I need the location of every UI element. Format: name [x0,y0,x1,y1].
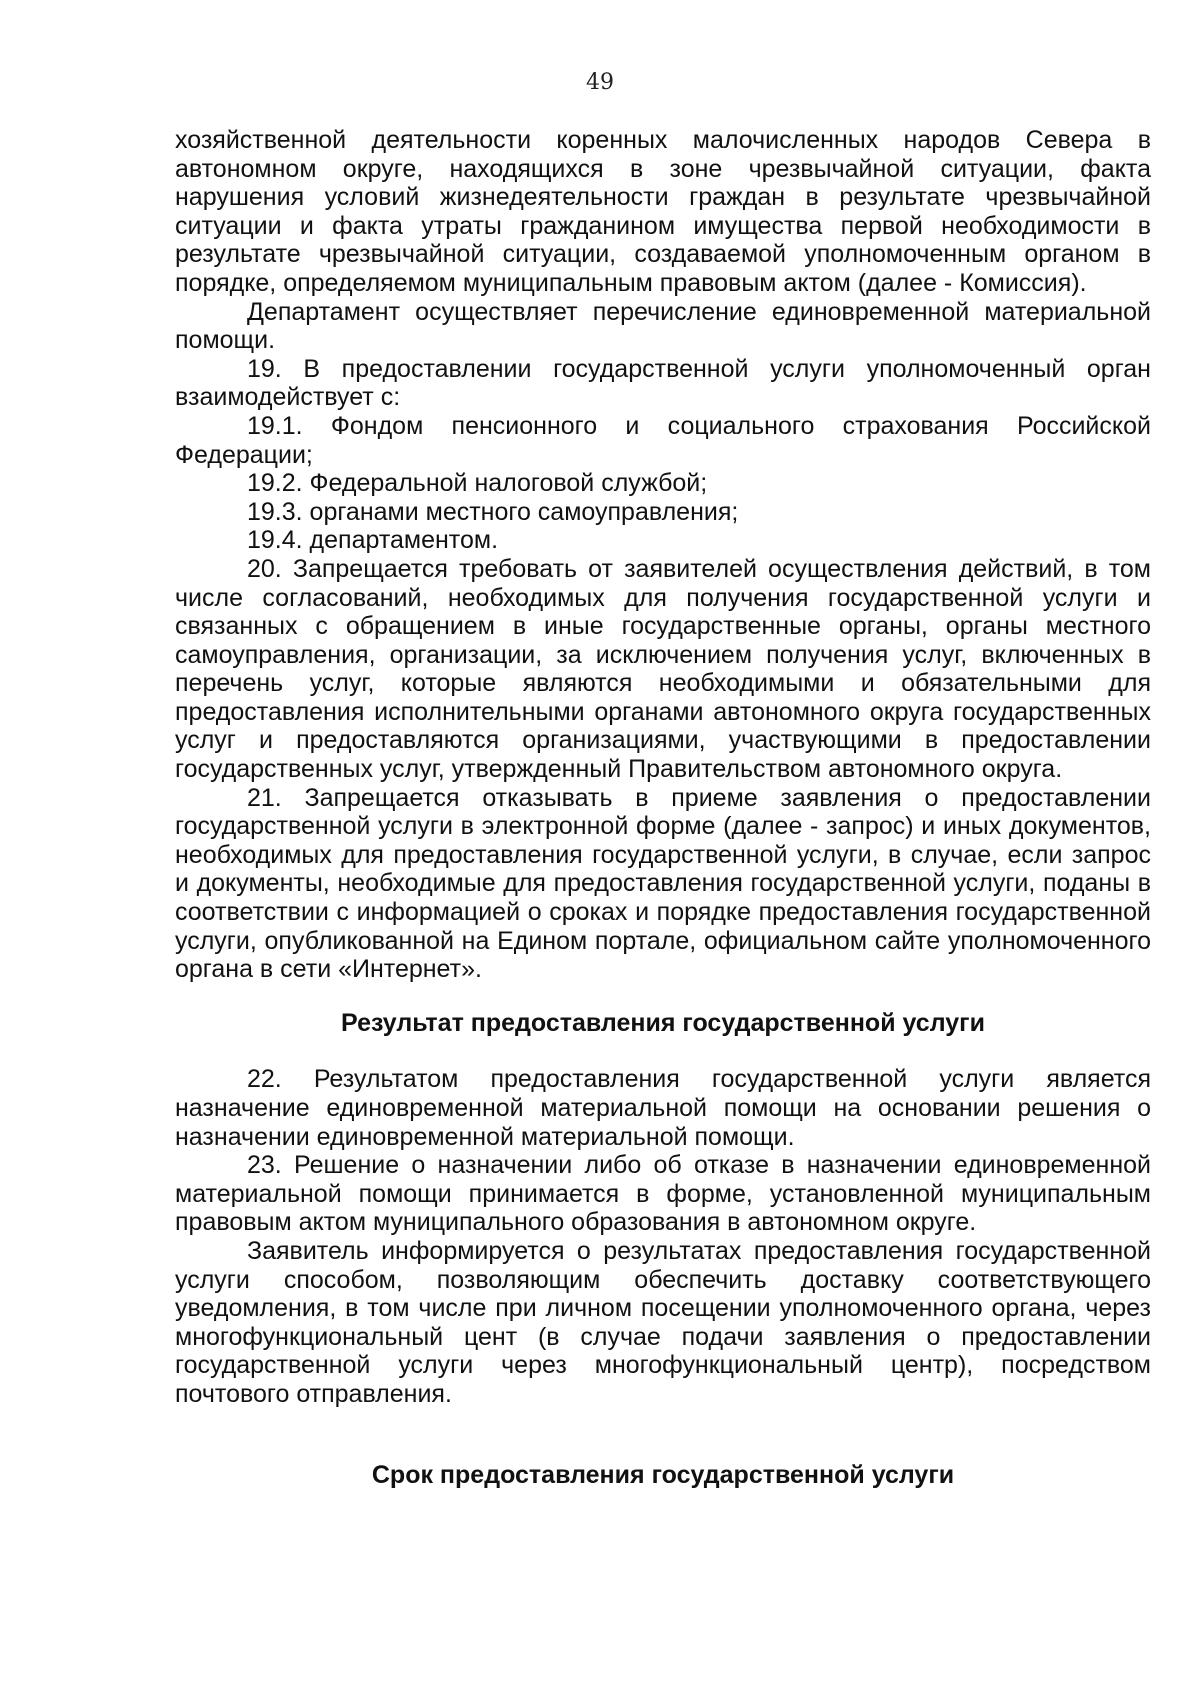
paragraph-20: 20. Запрещается требовать от заявителей осуществления действий, в том числе согласований, необходимых для получения государственной услуги и связанных с обращением в иные государственные органы, органы местного самоуправления, организации, за исключением получения услуг, включенных в перечень услуг, которые являются необходимыми и обязательными для предоставления исполнительными органами автономного округа государственных услуг и предоставляются организациями, участвующими в предоставлении государственных услуг, утвержденный Правительством автономного округа. [175,554,1151,784]
paragraph-23: 23. Решение о назначении либо об отказе в назначении единовременной материальной помощи принимается в форме, установленной муниципальным правовым актом муниципального образования в автономном округе. [175,1151,1151,1237]
page-number: 49 [586,70,614,95]
paragraph-19-4: 19.4. департаментом. [247,526,499,555]
section-heading-term: Срок предоставления государственной услуги [371,1460,955,1489]
paragraph-19-2: 19.2. Федеральной налоговой службой; [247,469,708,498]
paragraph-continuation: хозяйственной деятельности коренных малочисленных народов Севера в автономном округе, находящихся в зоне чрезвычайной ситуации, факта нарушения условий жизнедеятельности граждан в результате чрезвычайной ситуации и факта утраты гражданином имущества первой необходимости в результате чрезвычайной ситуации, создаваемой уполномоченным органом в порядке, определяемом муниципальным правовым актом (далее - Комиссия). [175,126,1151,297]
document-body [175,126,1151,1489]
paragraph-21: 21. Запрещается отказывать в приеме заявления о предоставлении государственной услуги в электронной форме (далее - запрос) и иных документов, необходимых для предоставления государственной услуги, в случае, если запрос и документы, необходимые для предоставления государственной услуги, поданы в соответствии с информацией о сроках и порядке предоставления государственной услуги, опубликованной на Едином портале, официальном сайте уполномоченного органа в сети «Интернет». [175,783,1151,984]
paragraph-department-transfer: Департамент осуществляет перечисление единовременной материальной помощи. [175,297,1151,355]
paragraph-19-1: 19.1. Фондом пенсионного и социального страхования Российской Федерации; [175,411,1151,469]
paragraph-19: 19. В предоставлении государственной услуги уполномоченный орган взаимодействует с: [175,354,1151,412]
paragraph-22: 22. Результатом предоставления государственной услуги является назначение единовременной материальной помощи на основании решения о назначении единовременной материальной помощи. [175,1065,1151,1151]
section-heading-result: Результат предоставления государственной услуги [341,1008,985,1037]
paragraph-applicant-informed: Заявитель информируется о результатах предоставления государственной услуги способом, позволяющим обеспечить доставку соответствующего уведомления, в том числе при личном посещении уполномоченного органа, через многофункциональный цент (в случае подачи заявления о предоставлении государственной услуги через многофункциональный центр), посредством почтового отправления. [175,1236,1151,1408]
paragraph-19-3: 19.3. органами местного самоуправления; [247,497,739,526]
